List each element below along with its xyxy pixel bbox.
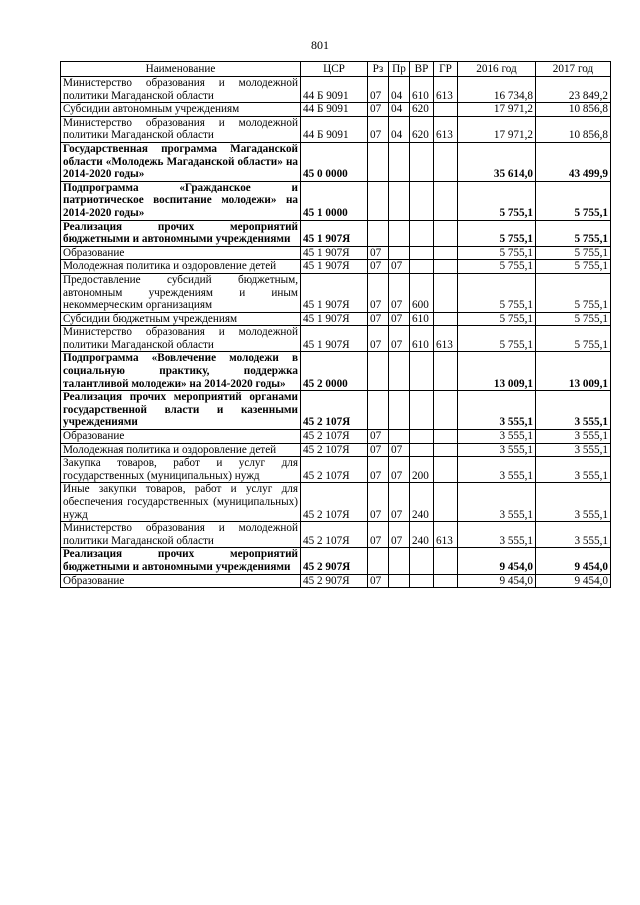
cell-vr <box>410 430 434 444</box>
cell-2016: 5 755,1 <box>458 181 536 220</box>
table-row <box>61 391 611 430</box>
header-2016: 2016 год <box>458 62 536 77</box>
cell-gr <box>434 220 458 246</box>
cell-gr <box>434 246 458 260</box>
table-row <box>61 443 611 457</box>
cell-gr <box>434 352 458 391</box>
cell-pr <box>389 391 410 430</box>
cell-name: Образование <box>61 574 301 588</box>
cell-2017: 3 555,1 <box>536 430 611 444</box>
cell-vr <box>410 220 434 246</box>
cell-vr <box>410 352 434 391</box>
cell-pr <box>389 246 410 260</box>
cell-csr: 45 2 107Я <box>301 391 368 430</box>
cell-rz: 07 <box>368 77 389 103</box>
cell-vr <box>410 181 434 220</box>
cell-csr: 45 2 107Я <box>301 430 368 444</box>
table-row <box>61 116 611 142</box>
table-row <box>61 312 611 326</box>
cell-rz: 07 <box>368 326 389 352</box>
cell-2017: 5 755,1 <box>536 220 611 246</box>
table-row <box>61 77 611 103</box>
cell-csr: 45 1 907Я <box>301 326 368 352</box>
cell-gr <box>434 142 458 181</box>
cell-2017: 10 856,8 <box>536 116 611 142</box>
cell-gr <box>434 574 458 588</box>
cell-2016: 35 614,0 <box>458 142 536 181</box>
cell-2016: 16 734,8 <box>458 77 536 103</box>
cell-rz: 07 <box>368 522 389 548</box>
cell-2017: 43 499,9 <box>536 142 611 181</box>
cell-csr: 45 2 107Я <box>301 522 368 548</box>
cell-rz <box>368 548 389 574</box>
cell-2016: 3 555,1 <box>458 522 536 548</box>
cell-2017: 9 454,0 <box>536 574 611 588</box>
cell-gr: 613 <box>434 326 458 352</box>
cell-2016: 5 755,1 <box>458 260 536 274</box>
table-row <box>61 273 611 312</box>
cell-2017: 5 755,1 <box>536 260 611 274</box>
cell-csr: 44 Б 9091 <box>301 77 368 103</box>
cell-csr: 45 1 907Я <box>301 312 368 326</box>
cell-rz <box>368 142 389 181</box>
cell-rz <box>368 220 389 246</box>
cell-pr: 04 <box>389 116 410 142</box>
header-2017: 2017 год <box>536 62 611 77</box>
table-row <box>61 181 611 220</box>
cell-2016: 17 971,2 <box>458 103 536 117</box>
cell-gr <box>434 312 458 326</box>
table-row <box>61 522 611 548</box>
cell-csr: 45 1 0000 <box>301 181 368 220</box>
cell-name: Министерство образования и молодежной политики Магаданской области <box>61 522 301 548</box>
cell-vr: 200 <box>410 457 434 483</box>
table-header-row <box>61 62 611 77</box>
cell-pr: 07 <box>389 457 410 483</box>
cell-name: Субсидии автономным учреждениям <box>61 103 301 117</box>
cell-name: Государственная программа Магаданской области «Молодежь Магаданской области» на 2014-2020 годы» <box>61 142 301 181</box>
cell-vr <box>410 142 434 181</box>
cell-name: Образование <box>61 430 301 444</box>
cell-2017: 3 555,1 <box>536 391 611 430</box>
cell-gr <box>434 391 458 430</box>
cell-rz: 07 <box>368 483 389 522</box>
cell-gr: 613 <box>434 116 458 142</box>
cell-rz: 07 <box>368 443 389 457</box>
cell-2016: 3 555,1 <box>458 443 536 457</box>
cell-2017: 3 555,1 <box>536 457 611 483</box>
cell-name: Реализация прочих мероприятий бюджетными и автономными учреждениями <box>61 548 301 574</box>
cell-csr: 45 0 0000 <box>301 142 368 181</box>
table-row <box>61 142 611 181</box>
cell-name: Закупка товаров, работ и услуг для государственных (муниципальных) нужд <box>61 457 301 483</box>
header-vr: ВР <box>410 62 434 77</box>
cell-pr: 07 <box>389 443 410 457</box>
cell-gr <box>434 260 458 274</box>
cell-name: Министерство образования и молодежной политики Магаданской области <box>61 77 301 103</box>
cell-rz: 07 <box>368 260 389 274</box>
cell-rz: 07 <box>368 430 389 444</box>
cell-pr: 07 <box>389 522 410 548</box>
cell-rz <box>368 352 389 391</box>
table-row <box>61 574 611 588</box>
cell-pr <box>389 352 410 391</box>
cell-rz: 07 <box>368 273 389 312</box>
cell-2016: 13 009,1 <box>458 352 536 391</box>
cell-2017: 5 755,1 <box>536 181 611 220</box>
cell-gr <box>434 430 458 444</box>
cell-vr: 240 <box>410 522 434 548</box>
cell-2017: 5 755,1 <box>536 246 611 260</box>
cell-rz: 07 <box>368 574 389 588</box>
cell-name: Образование <box>61 246 301 260</box>
cell-name: Министерство образования и молодежной политики Магаданской области <box>61 116 301 142</box>
table-row <box>61 246 611 260</box>
cell-pr <box>389 220 410 246</box>
cell-rz: 07 <box>368 312 389 326</box>
cell-2016: 3 555,1 <box>458 457 536 483</box>
cell-rz <box>368 181 389 220</box>
cell-pr: 07 <box>389 260 410 274</box>
cell-csr: 45 1 907Я <box>301 260 368 274</box>
cell-rz <box>368 391 389 430</box>
header-rz: Рз <box>368 62 389 77</box>
cell-gr <box>434 483 458 522</box>
cell-2017: 5 755,1 <box>536 326 611 352</box>
table-row <box>61 483 611 522</box>
cell-csr: 44 Б 9091 <box>301 103 368 117</box>
cell-gr: 613 <box>434 522 458 548</box>
cell-name: Подпрограмма «Гражданское и патриотическое воспитание молодежи» на 2014-2020 годы» <box>61 181 301 220</box>
cell-gr <box>434 548 458 574</box>
table-row <box>61 326 611 352</box>
page-number: 801 <box>311 38 329 52</box>
cell-pr <box>389 574 410 588</box>
table-body <box>61 77 611 588</box>
cell-2016: 3 555,1 <box>458 483 536 522</box>
cell-2017: 10 856,8 <box>536 103 611 117</box>
cell-2016: 5 755,1 <box>458 246 536 260</box>
table-row <box>61 103 611 117</box>
cell-2017: 13 009,1 <box>536 352 611 391</box>
cell-csr: 45 2 107Я <box>301 457 368 483</box>
cell-pr <box>389 430 410 444</box>
cell-csr: 45 2 0000 <box>301 352 368 391</box>
cell-2017: 3 555,1 <box>536 522 611 548</box>
cell-2017: 3 555,1 <box>536 483 611 522</box>
cell-vr: 600 <box>410 273 434 312</box>
cell-pr: 07 <box>389 483 410 522</box>
cell-vr: 620 <box>410 103 434 117</box>
budget-table <box>60 61 611 588</box>
cell-gr <box>434 181 458 220</box>
cell-2017: 5 755,1 <box>536 273 611 312</box>
cell-vr <box>410 260 434 274</box>
cell-vr <box>410 574 434 588</box>
cell-pr: 07 <box>389 312 410 326</box>
cell-gr <box>434 457 458 483</box>
table-row <box>61 457 611 483</box>
cell-vr: 620 <box>410 116 434 142</box>
cell-rz: 07 <box>368 457 389 483</box>
cell-2016: 5 755,1 <box>458 326 536 352</box>
cell-pr <box>389 142 410 181</box>
cell-csr: 44 Б 9091 <box>301 116 368 142</box>
header-name: Наименование <box>61 62 301 77</box>
cell-vr <box>410 443 434 457</box>
cell-vr <box>410 391 434 430</box>
cell-2016: 5 755,1 <box>458 312 536 326</box>
cell-pr: 04 <box>389 77 410 103</box>
table-row <box>61 548 611 574</box>
header-pr: Пр <box>389 62 410 77</box>
cell-vr: 610 <box>410 326 434 352</box>
cell-vr <box>410 246 434 260</box>
cell-name: Молодежная политика и оздоровление детей <box>61 443 301 457</box>
cell-rz: 07 <box>368 246 389 260</box>
cell-name: Министерство образования и молодежной политики Магаданской области <box>61 326 301 352</box>
cell-pr: 07 <box>389 273 410 312</box>
cell-gr: 613 <box>434 77 458 103</box>
cell-name: Предоставление субсидий бюджетным, автономным учреждениям и иным некоммерческим организациям <box>61 273 301 312</box>
cell-csr: 45 1 907Я <box>301 220 368 246</box>
cell-name: Реализация прочих мероприятий органами государственной власти и казенными учреждениями <box>61 391 301 430</box>
cell-2016: 3 555,1 <box>458 430 536 444</box>
cell-csr: 45 1 907Я <box>301 246 368 260</box>
cell-2016: 5 755,1 <box>458 220 536 246</box>
cell-csr: 45 2 107Я <box>301 483 368 522</box>
cell-2017: 5 755,1 <box>536 312 611 326</box>
table-row <box>61 352 611 391</box>
cell-name: Субсидии бюджетным учреждениям <box>61 312 301 326</box>
cell-pr <box>389 548 410 574</box>
cell-pr <box>389 181 410 220</box>
cell-gr <box>434 443 458 457</box>
cell-name: Иные закупки товаров, работ и услуг для обеспечения государственных (муниципальных) нужд <box>61 483 301 522</box>
table-row <box>61 260 611 274</box>
cell-csr: 45 2 907Я <box>301 574 368 588</box>
table-row <box>61 430 611 444</box>
cell-2016: 3 555,1 <box>458 391 536 430</box>
cell-2017: 23 849,2 <box>536 77 611 103</box>
cell-gr <box>434 273 458 312</box>
cell-2016: 5 755,1 <box>458 273 536 312</box>
cell-gr <box>434 103 458 117</box>
cell-2017: 9 454,0 <box>536 548 611 574</box>
table-row <box>61 220 611 246</box>
cell-2016: 17 971,2 <box>458 116 536 142</box>
cell-2016: 9 454,0 <box>458 574 536 588</box>
cell-name: Молодежная политика и оздоровление детей <box>61 260 301 274</box>
cell-rz: 07 <box>368 103 389 117</box>
cell-vr: 240 <box>410 483 434 522</box>
header-csr: ЦСР <box>301 62 368 77</box>
cell-csr: 45 1 907Я <box>301 273 368 312</box>
cell-pr: 04 <box>389 103 410 117</box>
cell-vr: 610 <box>410 77 434 103</box>
cell-csr: 45 2 907Я <box>301 548 368 574</box>
cell-rz: 07 <box>368 116 389 142</box>
cell-csr: 45 2 107Я <box>301 443 368 457</box>
cell-vr <box>410 548 434 574</box>
cell-2017: 3 555,1 <box>536 443 611 457</box>
cell-name: Реализация прочих мероприятий бюджетными и автономными учреждениями <box>61 220 301 246</box>
cell-2016: 9 454,0 <box>458 548 536 574</box>
header-gr: ГР <box>434 62 458 77</box>
cell-vr: 610 <box>410 312 434 326</box>
cell-pr: 07 <box>389 326 410 352</box>
cell-name: Подпрограмма «Вовлечение молодежи в социальную практику, поддержка талантливой молодежи» на 2014-2020 годы» <box>61 352 301 391</box>
